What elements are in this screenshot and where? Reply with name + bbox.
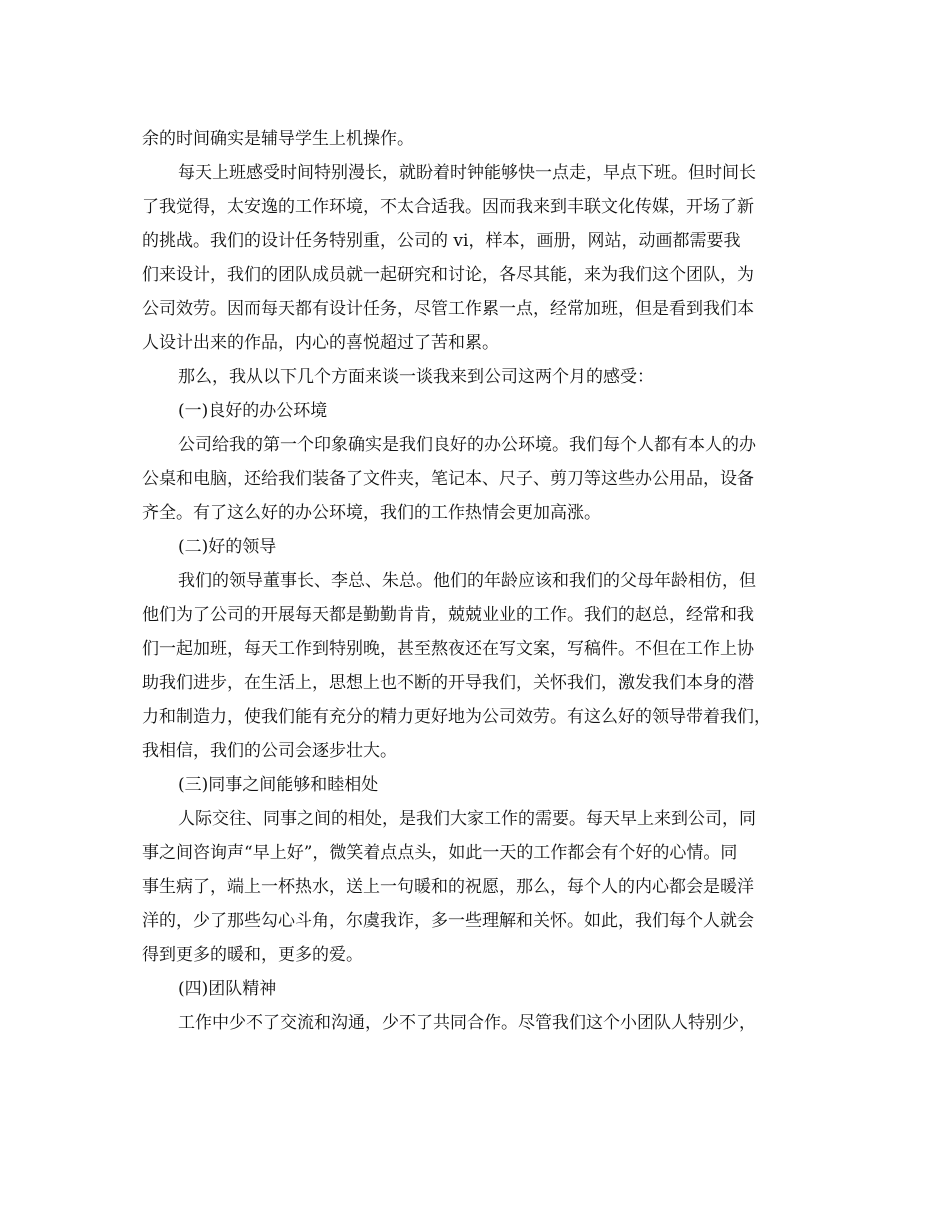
section-heading: (四)团队精神	[178, 979, 277, 999]
text-line: 余的时间确实是辅导学生上机操作。	[142, 129, 414, 149]
text-line: 力和制造力，使我们能有充分的精力更好地为公司效劳。有这么好的领导带着我们，	[142, 707, 771, 727]
text-line: 洋的，少了那些勾心斗角，尔虞我诈，多一些理解和关怀。如此，我们每个人就会	[142, 911, 754, 931]
text-line: 了我觉得，太安逸的工作环境，不太合适我。因而我来到丰联文化传媒，开场了新	[142, 197, 754, 217]
text-line: 人际交往、同事之间的相处，是我们大家工作的需要。每天早上来到公司，同	[178, 809, 756, 829]
text-line: 齐全。有了这么好的办公环境，我们的工作热情会更加高涨。	[142, 503, 601, 523]
text-line: 我们的领导董事长、李总、朱总。他们的年龄应该和我们的父母年龄相仿，但	[178, 571, 756, 591]
text-line: 那么，我从以下几个方面来谈一谈我来到公司这两个月的感受：	[178, 367, 654, 387]
text-line: 公司效劳。因而每天都有设计任务，尽管工作累一点，经常加班，但是看到我们本	[142, 299, 754, 319]
section-heading: (二)好的领导	[178, 537, 277, 557]
text-line: 助我们进步，在生活上，思想上也不断的开导我们，关怀我们，激发我们本身的潜	[142, 673, 754, 693]
text-line: 公桌和电脑，还给我们装备了文件夹，笔记本、尺子、剪刀等这些办公用品，设备	[142, 469, 754, 489]
text-line: 工作中少不了交流和沟通，少不了共同合作。尽管我们这个小团队人特别少，	[178, 1013, 756, 1033]
text-line: 的挑战。我们的设计任务特别重，公司的 vi，样本，画册，网站，动画都需要我	[142, 231, 741, 251]
text-line: 他们为了公司的开展每天都是勤勤肯肯，兢兢业业的工作。我们的赵总，经常和我	[142, 605, 754, 625]
text-line: 事生病了，端上一杯热水，送上一句暖和的祝愿，那么，每个人的内心都会是暖洋	[142, 877, 754, 897]
text-line: 得到更多的暖和，更多的爱。	[142, 945, 363, 965]
text-line: 人设计出来的作品，内心的喜悦超过了苦和累。	[142, 333, 499, 353]
section-heading: (三)同事之间能够和睦相处	[178, 775, 379, 795]
text-line: 我相信，我们的公司会逐步壮大。	[142, 741, 397, 761]
text-line: 们一起加班，每天工作到特别晚，甚至熬夜还在写文案，写稿件。不但在工作上协	[142, 639, 754, 659]
text-line: 事之间咨询声“早上好”，微笑着点点头，如此一天的工作都会有个好的心情。同	[142, 843, 738, 863]
text-line: 每天上班感受时间特别漫长，就盼着时钟能够快一点走，早点下班。但时间长	[178, 163, 756, 183]
section-heading: (一)良好的办公环境	[178, 401, 328, 421]
text-line: 公司给我的第一个印象确实是我们良好的办公环境。我们每个人都有本人的办	[178, 435, 756, 455]
text-line: 们来设计，我们的团队成员就一起研究和讨论，各尽其能，来为我们这个团队，为	[142, 265, 754, 285]
